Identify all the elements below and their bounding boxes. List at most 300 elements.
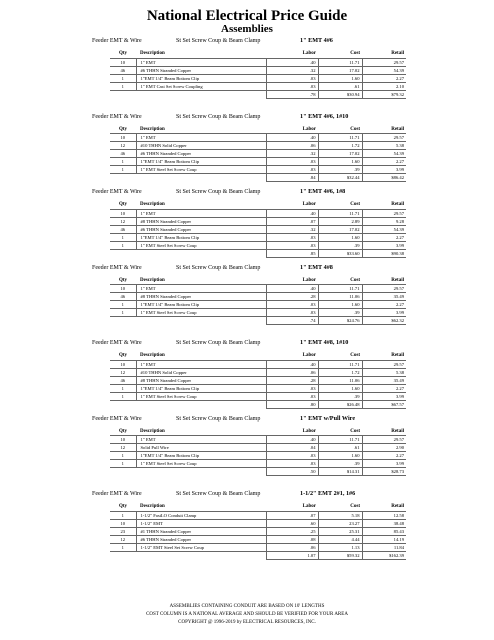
cell-cost: 11.71: [318, 58, 362, 66]
assemblies-list: [0, 36, 494, 565]
cell-cost: 23.27: [318, 519, 362, 527]
cell-retail: 29.57: [362, 360, 406, 368]
cell-description: #6 THHN Stranded Copper: [136, 150, 266, 158]
assembly-feeder-label: Feeder EMT & Wire: [92, 264, 142, 271]
cell-cost: .39: [318, 460, 362, 468]
table-row: [110, 444, 406, 452]
cell-labor: .28: [266, 293, 318, 301]
assembly-header: [0, 338, 494, 348]
table-row: [110, 527, 406, 535]
assembly-fitting-label: St Set Screw Coup & Beam Clamp: [176, 113, 261, 120]
assembly-header: [0, 36, 494, 46]
cell-description: #10 THHN Solid Copper: [136, 142, 266, 150]
cell-labor: .03: [266, 309, 318, 317]
table-row: [110, 142, 406, 150]
cell-cost: 11.06: [318, 293, 362, 301]
cell-description: 1" EMT Steel Set Screw Coup: [136, 166, 266, 174]
table-row: [110, 452, 406, 460]
assembly-header: [0, 489, 494, 499]
column-header-retail: Retail: [391, 51, 404, 57]
table-row: [110, 233, 406, 241]
cell-qty: 10: [110, 209, 136, 217]
assembly-items-table: [110, 126, 406, 183]
cell-qty: 46: [110, 66, 136, 74]
cell-qty: 1: [110, 301, 136, 309]
table-total-row: [110, 174, 406, 182]
column-header-description: Description: [140, 202, 165, 208]
cell-labor: .25: [266, 527, 318, 535]
total-spacer: [136, 249, 266, 257]
cell-retail: 2.27: [362, 452, 406, 460]
cell-description: #10 THHN Solid Copper: [136, 368, 266, 376]
total-labor: .74: [266, 317, 318, 325]
column-header-retail: Retail: [391, 202, 404, 208]
cell-retail: 2.10: [362, 82, 406, 90]
cell-description: #6 THHN Stranded Copper: [136, 225, 266, 233]
total-spacer: [110, 90, 136, 98]
assembly-feeder-label: Feeder EMT & Wire: [92, 415, 142, 422]
cell-description: #1 THHN Stranded Copper: [136, 527, 266, 535]
cell-description: #8 THHN Stranded Copper: [136, 217, 266, 225]
assembly-block: [0, 36, 494, 112]
table-row: [110, 158, 406, 166]
cell-cost: 1.72: [318, 368, 362, 376]
cell-retail: 29.57: [362, 134, 406, 142]
cell-description: 1" EMT Steel Set Screw Coup: [136, 392, 266, 400]
cell-qty: 46: [110, 293, 136, 301]
table-row: [110, 209, 406, 217]
cell-retail: 29.57: [362, 436, 406, 444]
cell-labor: .28: [266, 376, 318, 384]
cell-cost: .39: [318, 309, 362, 317]
cell-qty: 1: [110, 74, 136, 82]
column-header-description: Description: [140, 51, 165, 57]
table-header-row: [110, 277, 406, 285]
total-cost: $14.31: [318, 468, 362, 476]
total-retail: $62.32: [362, 317, 406, 325]
total-labor: .78: [266, 90, 318, 98]
assembly-header: [0, 187, 494, 197]
column-header-qty: Qty: [118, 504, 128, 510]
cell-description: 1"EMT 1/4" Beam Bottom Clip: [136, 301, 266, 309]
assembly-name: 1" EMT 4#8: [300, 263, 333, 271]
table-row: [110, 376, 406, 384]
total-retail: $67.57: [362, 400, 406, 408]
cell-description: #6 THHN Stranded Copper: [136, 535, 266, 543]
cell-qty: 1: [110, 452, 136, 460]
column-header-cost: Cost: [350, 51, 360, 57]
cell-retail: 2.27: [362, 158, 406, 166]
cell-labor: .07: [266, 511, 318, 519]
table-row: [110, 511, 406, 519]
cell-description: #8 THHN Stranded Copper: [136, 376, 266, 384]
table-row: [110, 535, 406, 543]
cell-labor: .03: [266, 384, 318, 392]
cell-retail: 2.27: [362, 74, 406, 82]
cell-labor: .40: [266, 436, 318, 444]
cell-labor: .03: [266, 82, 318, 90]
column-header-cost: Cost: [350, 504, 360, 510]
document-title: National Electrical Price Guide: [146, 8, 348, 24]
table-header-row: [110, 352, 406, 360]
cell-labor: .40: [266, 285, 318, 293]
assembly-fitting-label: St Set Screw Coup & Beam Clamp: [176, 491, 261, 497]
column-header-labor: Labor: [302, 353, 316, 359]
cell-description: 1" EMT: [136, 209, 266, 217]
cell-labor: .40: [266, 58, 318, 66]
cell-description: 1-1/2" EMT: [136, 519, 266, 527]
column-header-retail: Retail: [391, 277, 404, 283]
cell-retail: 3.99: [362, 392, 406, 400]
assembly-header: [0, 414, 494, 424]
cell-qty: 12: [110, 535, 136, 543]
assembly-block: [0, 414, 494, 490]
footer-note-lengths: ASSEMBLIES CONTAINING CONDUIT ARE BASED ON 10' LENGTHS: [169, 604, 325, 609]
cell-qty: 1: [110, 511, 136, 519]
assembly-feeder-label: Feeder EMT & Wire: [92, 189, 142, 195]
cell-labor: .03: [266, 158, 318, 166]
total-cost: $26.48: [318, 400, 362, 408]
cell-cost: 11.71: [318, 360, 362, 368]
cell-description: 1"EMT 1/4" Beam Bottom Clip: [136, 74, 266, 82]
cell-qty: 10: [110, 519, 136, 527]
cell-labor: .32: [266, 66, 318, 74]
total-spacer: [136, 90, 266, 98]
table-header-row: [110, 50, 406, 58]
table-row: [110, 392, 406, 400]
table-row: [110, 241, 406, 249]
cell-description: 1" EMT Steel Set Screw Coup: [136, 460, 266, 468]
column-header-cost: Cost: [350, 428, 360, 434]
total-retail: $90.38: [362, 249, 406, 257]
assembly-items-table: [110, 50, 406, 99]
cell-labor: .06: [266, 368, 318, 376]
cell-qty: 46: [110, 376, 136, 384]
cell-qty: 12: [110, 217, 136, 225]
total-spacer: [136, 174, 266, 182]
total-spacer: [136, 317, 266, 325]
table-header-row: [110, 428, 406, 436]
cell-retail: 29.57: [362, 209, 406, 217]
cell-cost: 11.06: [318, 376, 362, 384]
cell-labor: .03: [266, 460, 318, 468]
total-cost: $33.60: [318, 249, 362, 257]
table-total-row: [110, 249, 406, 257]
column-header-cost: Cost: [350, 126, 360, 132]
assembly-items-table: [110, 201, 406, 258]
cell-qty: 10: [110, 360, 136, 368]
cell-labor: .40: [266, 209, 318, 217]
table-row: [110, 519, 406, 527]
total-spacer: [110, 400, 136, 408]
cell-cost: 5.18: [318, 511, 362, 519]
cell-cost: 11.71: [318, 285, 362, 293]
table-row: [110, 66, 406, 74]
cell-labor: .04: [266, 444, 318, 452]
column-header-retail: Retail: [391, 126, 404, 132]
cell-description: 1-1/2" EMT Steel Set Screw Coup: [136, 543, 266, 551]
cell-labor: .40: [266, 360, 318, 368]
assembly-name: 1" EMT 4#8, 1#10: [300, 339, 349, 346]
column-header-qty: Qty: [118, 277, 128, 283]
column-header-description: Description: [140, 504, 165, 510]
total-labor: 1.07: [266, 551, 318, 559]
total-labor: .50: [266, 468, 318, 476]
cell-cost: 1.60: [318, 158, 362, 166]
cell-retail: 35.49: [362, 376, 406, 384]
cell-cost: 1.60: [318, 233, 362, 241]
cell-description: 1" EMT: [136, 436, 266, 444]
cell-retail: 5.38: [362, 368, 406, 376]
cell-labor: .03: [266, 166, 318, 174]
column-header-qty: Qty: [118, 353, 128, 359]
assembly-block: [0, 338, 494, 414]
table-row: [110, 368, 406, 376]
table-row: [110, 150, 406, 158]
cell-labor: .03: [266, 301, 318, 309]
column-header-qty: Qty: [118, 428, 128, 434]
cell-cost: 1.60: [318, 301, 362, 309]
cell-cost: .39: [318, 392, 362, 400]
total-spacer: [110, 468, 136, 476]
table-row: [110, 166, 406, 174]
cell-qty: 1: [110, 392, 136, 400]
document-subtitle: Assemblies: [221, 23, 273, 35]
table-row: [110, 74, 406, 82]
cell-description: 1" EMT Steel Set Screw Coup: [136, 309, 266, 317]
cell-description: 1-1/2" FastLO Conduit Clamp: [136, 511, 266, 519]
cell-qty: 10: [110, 58, 136, 66]
cell-retail: 3.99: [362, 309, 406, 317]
cell-labor: .03: [266, 452, 318, 460]
column-header-cost: Cost: [350, 277, 360, 283]
table-total-row: [110, 90, 406, 98]
cell-labor: .32: [266, 225, 318, 233]
table-row: [110, 225, 406, 233]
assembly-block: [0, 263, 494, 339]
column-header-retail: Retail: [391, 353, 404, 359]
cell-retail: 54.39: [362, 66, 406, 74]
cell-description: 1" EMT: [136, 285, 266, 293]
total-cost: $59.32: [318, 551, 362, 559]
cell-cost: .61: [318, 82, 362, 90]
cell-description: 1"EMT 1/4" Beam Bottom Clip: [136, 233, 266, 241]
assembly-feeder-label: Feeder EMT & Wire: [92, 491, 142, 497]
table-row: [110, 360, 406, 368]
cell-cost: .39: [318, 241, 362, 249]
table-row: [110, 134, 406, 142]
table-row: [110, 543, 406, 551]
column-header-labor: Labor: [302, 51, 316, 57]
assembly-fitting-label: St Set Screw Coup & Beam Clamp: [176, 264, 261, 271]
cell-retail: 3.99: [362, 460, 406, 468]
total-labor: .84: [266, 174, 318, 182]
column-header-description: Description: [140, 428, 165, 434]
column-header-labor: Labor: [302, 126, 316, 132]
assembly-block: [0, 489, 494, 565]
cell-description: 1"EMT 1/4" Beam Bottom Clip: [136, 452, 266, 460]
cell-qty: 10: [110, 134, 136, 142]
cell-retail: 9.28: [362, 217, 406, 225]
cell-cost: 2.89: [318, 217, 362, 225]
cell-cost: 25.31: [318, 527, 362, 535]
table-row: [110, 217, 406, 225]
cell-labor: .03: [266, 392, 318, 400]
table-header-row: [110, 503, 406, 511]
column-header-labor: Labor: [302, 202, 316, 208]
cell-cost: 1.72: [318, 142, 362, 150]
column-header-cost: Cost: [350, 202, 360, 208]
cell-retail: 2.27: [362, 301, 406, 309]
assembly-name: 1" EMT 4#6, 1#10: [300, 112, 349, 120]
cell-labor: .03: [266, 241, 318, 249]
cell-qty: 1: [110, 460, 136, 468]
table-row: [110, 82, 406, 90]
cell-description: #6 THHN Stranded Copper: [136, 66, 266, 74]
total-spacer: [136, 551, 266, 559]
cell-cost: 1.60: [318, 384, 362, 392]
cell-retail: 2.27: [362, 384, 406, 392]
assembly-items-table: [110, 352, 406, 409]
cell-description: 1" EMT Cast Set Screw Coupling: [136, 82, 266, 90]
cell-cost: .39: [318, 166, 362, 174]
cell-retail: 85.43: [362, 527, 406, 535]
assembly-name: 1" EMT w/Pull Wire: [300, 414, 356, 422]
cell-labor: .03: [266, 233, 318, 241]
cell-cost: .61: [318, 444, 362, 452]
cell-description: #8 THHN Stranded Copper: [136, 293, 266, 301]
assembly-items-table: [110, 428, 406, 477]
total-cost: $24.76: [318, 317, 362, 325]
cell-cost: 17.02: [318, 225, 362, 233]
cell-qty: 1: [110, 158, 136, 166]
cell-retail: 38.48: [362, 519, 406, 527]
cell-retail: 54.39: [362, 225, 406, 233]
cell-labor: .06: [266, 142, 318, 150]
cell-cost: 17.02: [318, 150, 362, 158]
total-retail: $86.42: [362, 174, 406, 182]
assembly-feeder-label: Feeder EMT & Wire: [92, 340, 142, 346]
assembly-fitting-label: St Set Screw Coup & Beam Clamp: [176, 415, 261, 422]
cell-labor: .08: [266, 535, 318, 543]
total-spacer: [136, 400, 266, 408]
column-header-retail: Retail: [391, 504, 404, 510]
cell-description: 1" EMT: [136, 360, 266, 368]
column-header-retail: Retail: [391, 428, 404, 434]
cell-retail: 3.99: [362, 166, 406, 174]
table-header-row: [110, 126, 406, 134]
footer-note-cost: COST COLUMN IS A NATIONAL AVERAGE AND SHOULD BE VERIFIED FOR YOUR AREA: [146, 612, 348, 617]
cell-cost: 1.13: [318, 543, 362, 551]
cell-labor: .32: [266, 150, 318, 158]
table-row: [110, 436, 406, 444]
total-retail: $162.39: [362, 551, 406, 559]
assembly-header: [0, 112, 494, 122]
assembly-block: [0, 187, 494, 263]
assembly-fitting-label: St Set Screw Coup & Beam Clamp: [176, 189, 261, 195]
cell-cost: 11.71: [318, 209, 362, 217]
cell-retail: 5.38: [362, 142, 406, 150]
column-header-labor: Labor: [302, 504, 316, 510]
column-header-description: Description: [140, 277, 165, 283]
cell-qty: 46: [110, 150, 136, 158]
cell-retail: 11.84: [362, 543, 406, 551]
cell-retail: 2.27: [362, 233, 406, 241]
total-spacer: [110, 249, 136, 257]
cell-description: 1" EMT: [136, 134, 266, 142]
table-total-row: [110, 551, 406, 559]
cell-qty: 1: [110, 384, 136, 392]
cell-qty: 1: [110, 309, 136, 317]
cell-qty: 1: [110, 233, 136, 241]
table-row: [110, 301, 406, 309]
table-row: [110, 309, 406, 317]
table-header-row: [110, 201, 406, 209]
column-header-cost: Cost: [350, 353, 360, 359]
table-row: [110, 285, 406, 293]
assembly-items-table: [110, 503, 406, 560]
cell-cost: 11.71: [318, 134, 362, 142]
total-spacer: [110, 174, 136, 182]
total-spacer: [110, 551, 136, 559]
total-spacer: [110, 317, 136, 325]
cell-qty: 10: [110, 285, 136, 293]
cell-qty: 1: [110, 82, 136, 90]
total-spacer: [136, 468, 266, 476]
assembly-name: 1-1/2" EMT 2#1, 1#6: [300, 490, 356, 497]
column-header-qty: Qty: [118, 202, 128, 208]
total-cost: $30.94: [318, 90, 362, 98]
cell-description: Solid Pull Wire: [136, 444, 266, 452]
assembly-header: [0, 263, 494, 273]
cell-cost: 4.44: [318, 535, 362, 543]
assembly-name: 1" EMT 4#6: [300, 37, 333, 44]
table-total-row: [110, 317, 406, 325]
cell-labor: .06: [266, 543, 318, 551]
assembly-block: [0, 112, 494, 188]
cell-description: 1"EMT 1/4" Beam Bottom Clip: [136, 158, 266, 166]
column-header-qty: Qty: [118, 51, 128, 57]
assembly-items-table: [110, 277, 406, 326]
column-header-labor: Labor: [302, 277, 316, 283]
assembly-feeder-label: Feeder EMT & Wire: [92, 113, 142, 120]
cell-retail: 3.99: [362, 241, 406, 249]
total-retail: $79.32: [362, 90, 406, 98]
cell-cost: 11.71: [318, 436, 362, 444]
assembly-fitting-label: St Set Screw Coup & Beam Clamp: [176, 340, 261, 346]
table-total-row: [110, 400, 406, 408]
cell-retail: 12.58: [362, 511, 406, 519]
cell-labor: .07: [266, 217, 318, 225]
column-header-description: Description: [140, 353, 165, 359]
table-row: [110, 460, 406, 468]
cell-retail: 35.49: [362, 293, 406, 301]
table-row: [110, 58, 406, 66]
table-row: [110, 384, 406, 392]
assembly-fitting-label: St Set Screw Coup & Beam Clamp: [176, 38, 261, 44]
table-total-row: [110, 468, 406, 476]
cell-retail: 29.57: [362, 58, 406, 66]
cell-labor: .40: [266, 134, 318, 142]
cell-retail: 54.39: [362, 150, 406, 158]
cell-cost: 1.60: [318, 74, 362, 82]
cell-retail: 29.57: [362, 285, 406, 293]
assembly-name: 1" EMT 4#6, 1#8: [300, 188, 346, 195]
total-labor: .80: [266, 400, 318, 408]
total-retail: $28.73: [362, 468, 406, 476]
cell-qty: 12: [110, 368, 136, 376]
cell-qty: 12: [110, 444, 136, 452]
